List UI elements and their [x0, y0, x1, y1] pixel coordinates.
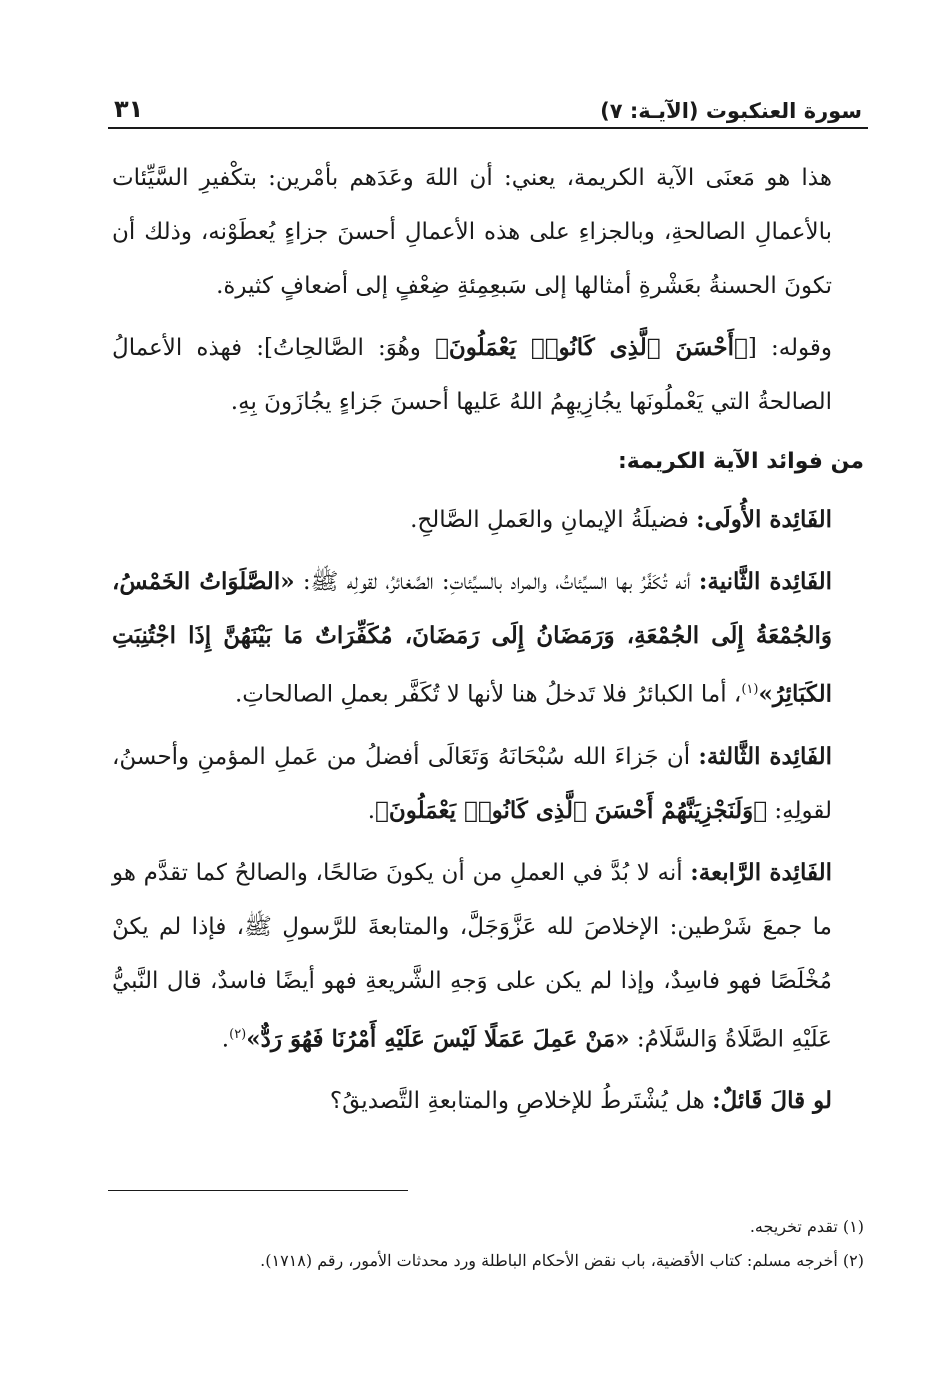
- footnote-ref-2[interactable]: (٢): [229, 1026, 247, 1042]
- running-header: [108, 95, 868, 129]
- benefit-3-label: الفَائِدة الثَّالثة:: [698, 742, 832, 770]
- benefit-2-text: أنه تُكَفَّرُ بها السيِّئاتُ، والمراد بالسيِّئاتِ: الصَّغائرُ، لقولِه ﷺ:: [294, 569, 699, 595]
- benefit-4-label: الفَائِدة الرَّابعة:: [690, 858, 832, 886]
- quote-intro: وقوله: [: [747, 335, 833, 361]
- header-title: سورة العنكبوت (الآيـة: ٧): [600, 99, 862, 123]
- benefit-4: [112, 846, 864, 1067]
- benefit-3-end: .: [367, 797, 376, 824]
- benefit-1: [112, 493, 864, 547]
- footnote-2: (٢) أخرجه مسلم: كتاب الأقضية، باب نقض الأحكام الباطلة ورد محدثات الأمور، رقم (١٧١٨).: [260, 1251, 864, 1270]
- book-page: [108, 95, 868, 1315]
- benefit-3-text: أن جَزاءَ الله سُبْحَانَهُ وَتَعَالَى أفضلُ من عَملِ المؤمنِ وأحسنُ، لقولِهِ:: [112, 743, 832, 824]
- question-label: لو قالَ قَائلٌ:: [712, 1087, 832, 1115]
- body-text: [108, 151, 868, 1128]
- benefit-4-end: .: [221, 1026, 230, 1053]
- benefit-3: [112, 730, 864, 838]
- question-paragraph: [112, 1074, 864, 1128]
- quran-verse-2: ﴿وَلَنَجْزِيَنَّهُمْ أَحْسَنَ ٱلَّذِى كَانُوا۟ يَعْمَلُونَ﴾: [375, 796, 768, 824]
- page-number: ٣١: [114, 95, 144, 123]
- question-text: هل يُشْتَرطُ للإخلاصِ والمتابعةِ التَّصديقُ؟: [329, 1088, 713, 1115]
- footnote-ref-1[interactable]: (١): [741, 682, 759, 697]
- benefit-2-label: الفَائِدة الثَّانية:: [698, 568, 832, 595]
- quran-verse: ﴿أَحْسَنَ ٱلَّذِى كَانُوا۟ يَعْمَلُونَ﴾: [435, 334, 748, 361]
- benefit-2-rest: ، أما الكبائرُ فلا تَدخلُ هنا لأنها لا تُكَفَّر بعملِ الصالحاتِ.: [234, 681, 742, 708]
- hadith-text: «الصَّلَوَاتُ الخَمْسُ، وَالجُمْعَةُ إِلَى الجُمْعَةِ، وَرَمَضَانُ إِلَى رَمَضَانَ، مُكَفِّرَاتٌ مَا بَيْنَهُنَّ إِذَا اجْتُنِبَتِ الكَبَائِرُ»: [112, 568, 832, 708]
- paragraph-quote: [112, 321, 864, 429]
- benefit-4-text: أنه لا بُدَّ في العملِ من أن يكونَ صَالحًا، والصالحُ كما تقدَّم هو ما جمعَ شَرْطين: الإخلاصَ لله عَزَّوَجَلَّ، والمتابعةَ للرَّسولِ ﷺ، فإذا لم يكنْ مُخْلَصًا فهو فاسِدٌ، وإذا لم يكن على وَجهِ الشَّريعةِ فهو أيضًا فاسدٌ، قال النَّبيُّ عَلَيْهِ الصَّلَاةُ وَالسَّلَامُ:: [112, 859, 832, 1053]
- footnote-divider: [108, 1190, 408, 1191]
- footnote-1: (١) تقدم تخريجه.: [749, 1217, 864, 1236]
- paragraph-meaning: هذا هو مَعنَى الآية الكريمة، يعني: أن اللهَ وعَدَهم بأمْرين: بتكْفيرِ السَّيِّئات بالأعمالِ الصالحةِ، وبالجزاءِ على هذه الأعمالِ أحسنَ جزاءٍ يُعطَوْنه، وذلك أن تكونَ الحسنةُ بعَشْرةِ أمثالها إلى سَبعِمِئةِ ضِعْفٍ إلى أضعافٍ كثيرة.: [112, 165, 832, 299]
- section-heading: من فوائد الآية الكريمة:: [617, 449, 864, 474]
- hadith-text-2: «مَنْ عَمِلَ عَمَلًا لَيْسَ عَلَيْهِ أَمْرُنَا فَهُوَ رَدٌّ»: [246, 1025, 630, 1053]
- benefit-1-text: فضيلَةُ الإيمانِ والعَملِ الصَّالحِ.: [410, 507, 697, 533]
- footnotes: [108, 1210, 864, 1278]
- quote-rest: وهُوَ: الصَّالحِاتُ]: فهذه الأعمالُ الصالحةُ التي يَعْملُونَها يجُازِيهِمُ اللهُ عَليها أحسنَ جَزاءٍ يجُازَونَ بِهِ.: [112, 335, 832, 415]
- benefit-2: [112, 555, 864, 722]
- benefit-1-label: الفَائِدة الأُولَى:: [696, 506, 832, 533]
